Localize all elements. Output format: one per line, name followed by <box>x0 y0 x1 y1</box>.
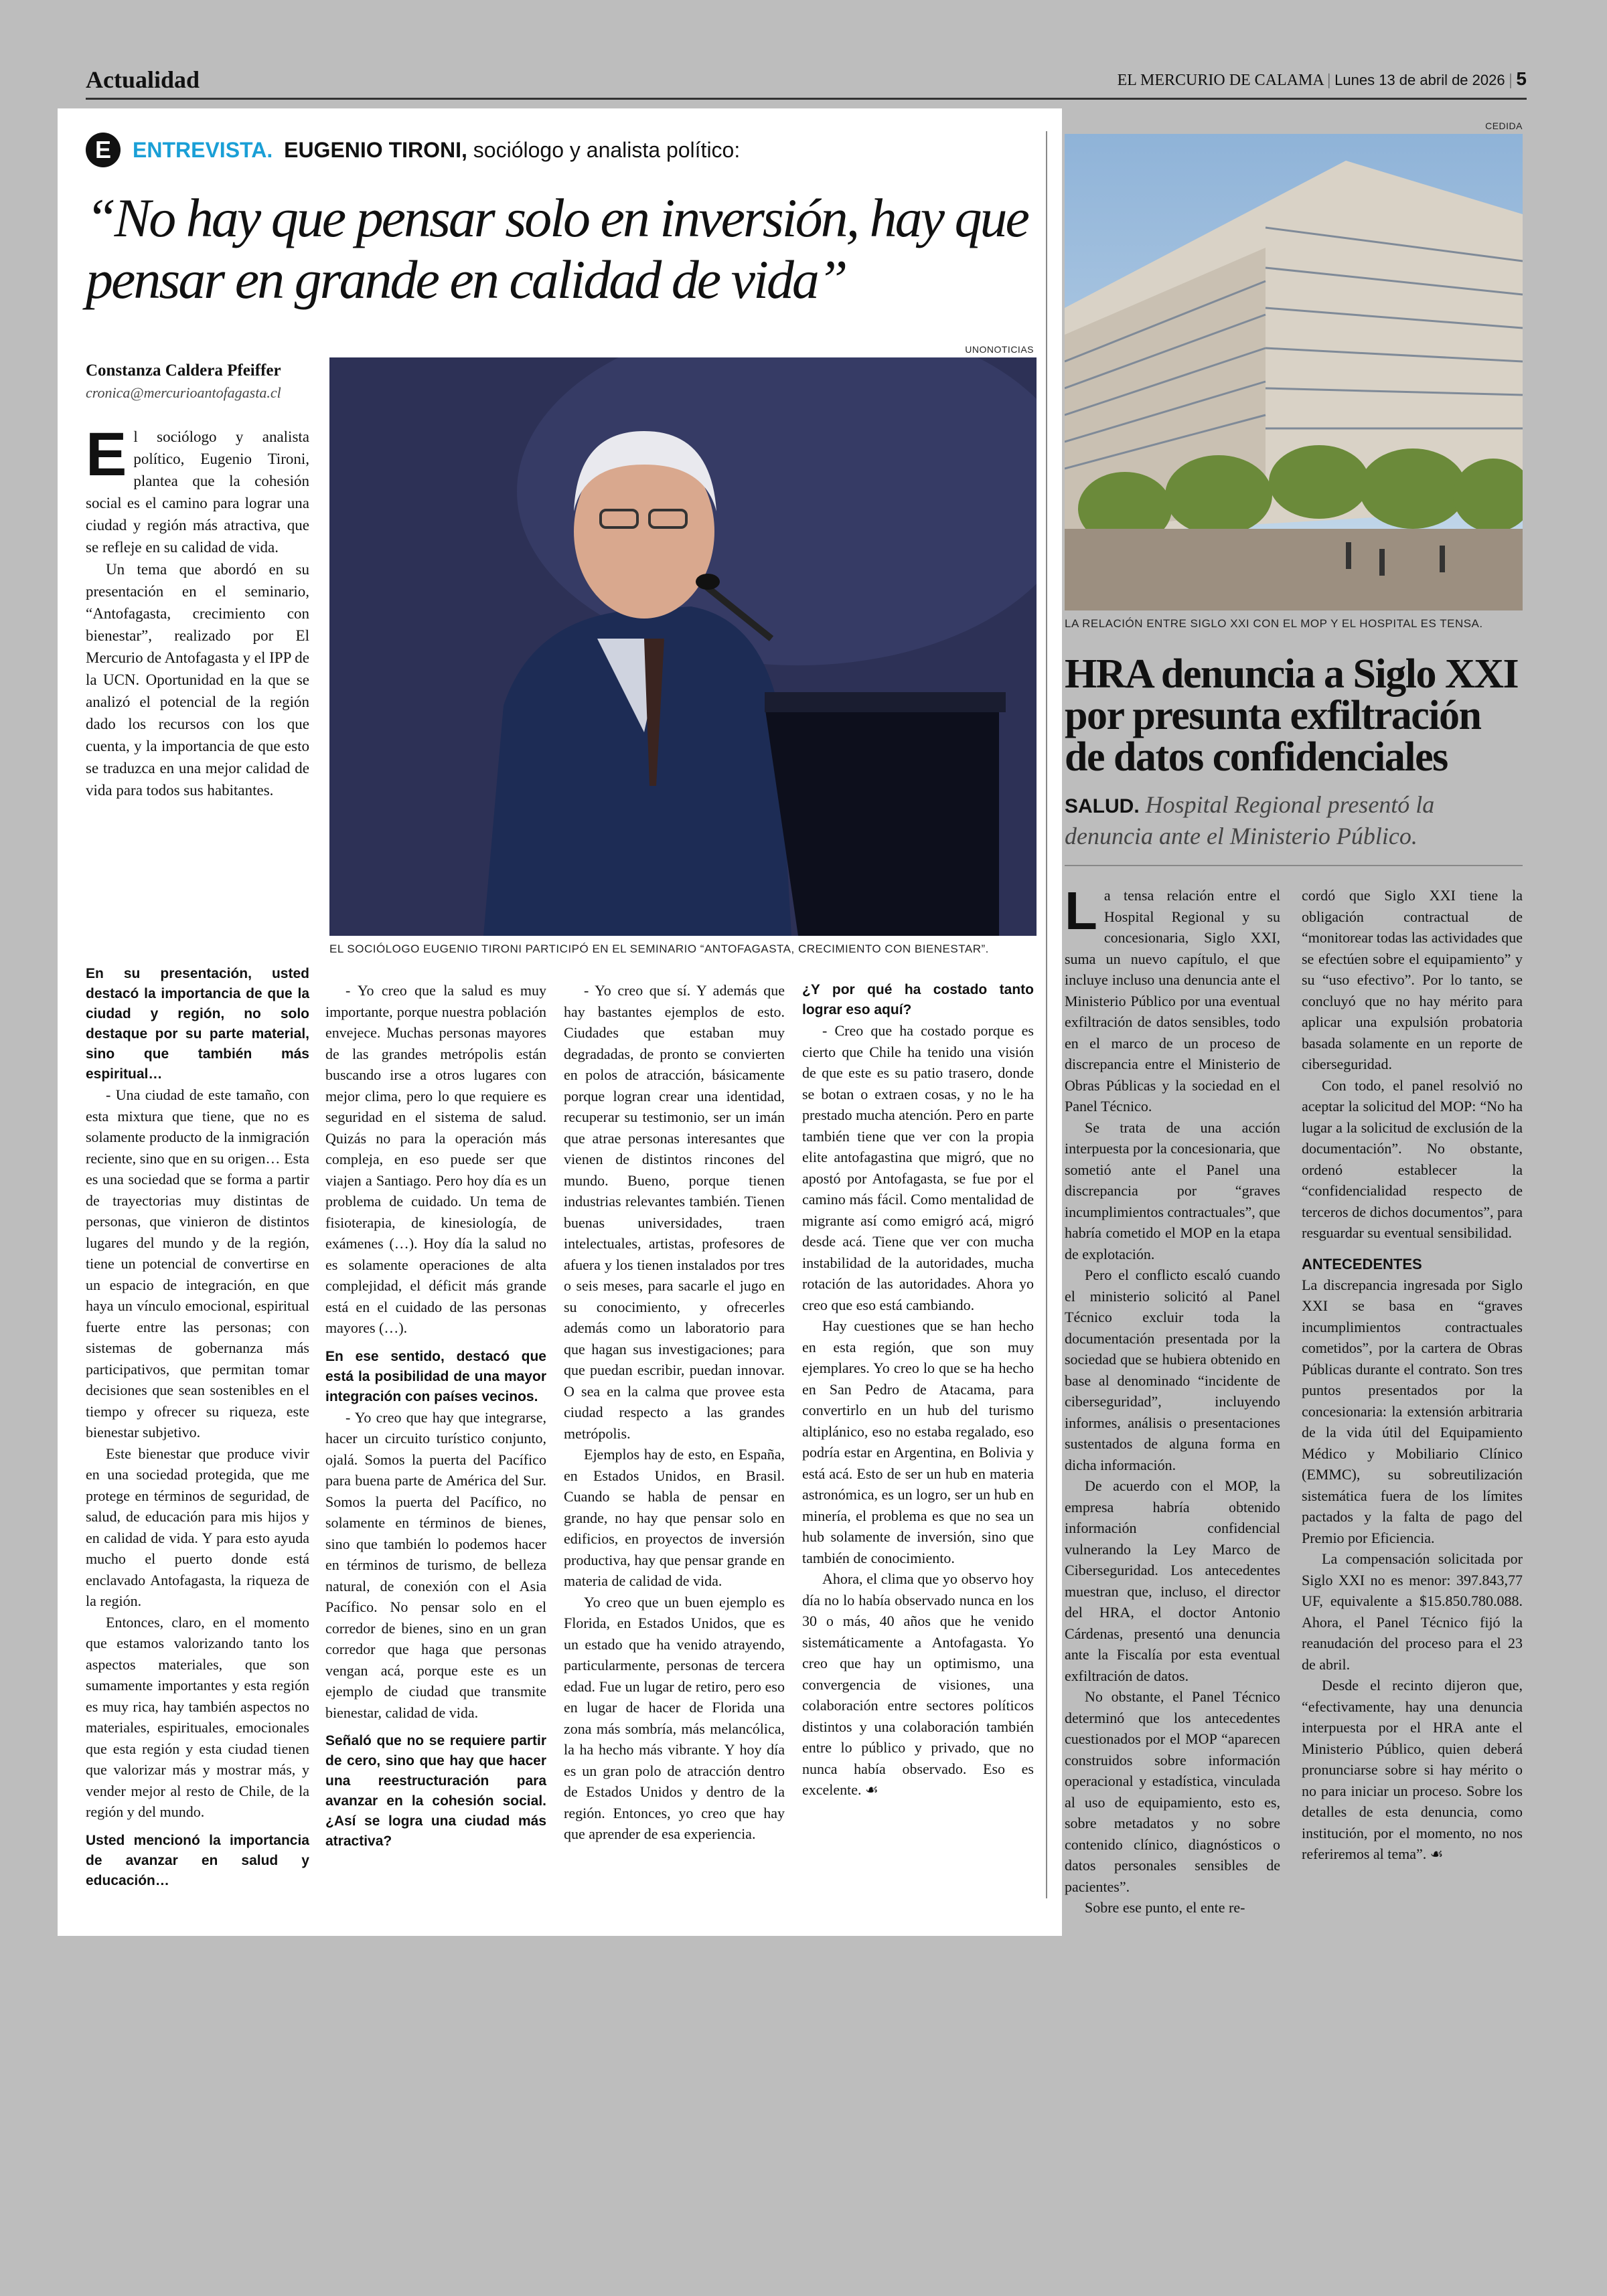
side-photo-credit: CEDIDA <box>1485 120 1523 131</box>
answer-paragraph: Ejemplos hay de esto, en España, en Estados Unidos, en Brasil. Cuando se habla de pensar en grande, no hay que pensar solo en edificios, en proyectos de inversión productiva, hay que pensar grande en materia de calidad de vida. <box>564 1446 785 1589</box>
answer-paragraph: - Yo creo que sí. Y además que hay bastantes ejemplos de esto. Ciudades que estaban muy degradadas, de pronto se convierten en polos de atracción, básicamente porque logran crear una identidad, recuperar su testimonio, ser un imán que atrae personas interesantes que vienen de distintos rincones del mundo. Bueno, porque tienen industrias relevantes también. Tienen buenas universidades, traen intelectuales, artistas, profesores de afuera y los tienen instalados por tres o seis meses, para sacarle el jugo en su conocimiento, y ofrecerles además como un laboratorio para que hagan sus investigaciones; para que puedan escribir, puedan innovar. O sea en la calma que provee esta ciudad respecto a las grandes metrópolis. <box>564 982 785 1442</box>
publication-name: EL MERCURIO DE CALAMA <box>1117 72 1324 89</box>
hospital-illustration <box>1065 134 1523 610</box>
lead-paragraph-2: Un tema que abordó en su presentación en el seminario, “Antofagasta, crecimiento con bienestar”, realizado por El Mercurio de Antofagasta y el IPP de la UCN. Oportunidad en la que se analizó el potencial de la región dado los recursos con los que cuenta, y la importancia de que esto se traduzca en una mejor calidad de vida para todos sus habitantes. <box>86 561 309 799</box>
interview-column-3 <box>564 980 785 1845</box>
side-paragraph: La compensación solicitada por Siglo XXI no es menor: 397.843,77 UF, equivalente a $15.850.780.088. Ahora, el Panel Técnico fijó la reanudación del proceso para el 23 de abril. <box>1302 1550 1523 1673</box>
answer-paragraph: - Yo creo que la salud es muy importante, porque nuestra población envejece. Muchas personas mayores de las grandes metrópolis están buscando irse a otros lugares con mejor clima, pero lo que requiere es seguridad en el sistema de salud. Quizás no para la operación más compleja, en eso puede ser que viajen a Santiago. Pero hoy día es un problema de cuidado. Un tema de fisioterapia, de kinesiología, de exámenes (…). Hoy día la salud no es solamente operaciones de alta complejidad, el déficit más grande está en el cuidado de las personas mayores (…). <box>325 982 546 1336</box>
photo-caption: EL SOCIÓLOGO EUGENIO TIRONI PARTICIPÓ EN EL SEMINARIO “ANTOFAGASTA, CRECIMIENTO CON BIENESTAR”. <box>329 942 989 955</box>
side-story <box>1065 120 1523 1928</box>
hospital-photo <box>1065 134 1523 610</box>
answer-paragraph: - Creo que ha costado porque es cierto que Chile ha tenido una visión de que este es su patio trasero, donde se botan o extraen cosas, y no le ha prestado mucha atención. Pero en parte también tiene que ver con la propia elite antofagastina que migró, que no apostó por Antofagasta, se fue por el camino más fácil. Como mentalidad de migrante así como emigró acá, migró desde acá. Tiene que ver con mucha instabilidad de la autoridades, mucha rotación de las autoridades. Ahora yo creo que eso está cambiando. <box>802 1022 1034 1313</box>
side-paragraph: La tensa relación entre el Hospital Regional y su concesionaria, Siglo XXI, suma un nuevo capítulo, el que incluye incluso una denuncia ante el Ministerio Público por una eventual exfiltración de datos sensibles, todo en el marco de un proceso de discrepancia entre el Ministerio de Obras Públicas y la sociedad en el Panel Técnico. <box>1065 881 1280 1115</box>
lead-dropcap: E <box>86 420 127 489</box>
answer-paragraph: Hay cuestiones que se han hecho en esta región, que son muy ejemplares. Yo creo lo que se ha hecho en San Pedro de Atacama, para convertirlo en un hub del turismo altiplánico, eso no estaba regalado, eso podría estar en Argentina, en Bolivia y está acá. Esto de ser un hub en materia astronómica, es un logro, ser un hub en minería, el problema es que no sea un hub solamente de inversión, sino que también de conocimiento. <box>802 1317 1034 1566</box>
interview-column-4 <box>802 980 1034 1801</box>
side-paragraph: Con todo, el panel resolvió no aceptar la solicitud del MOP: “No ha lugar a la solicitud de exclusión de la documentación”. No obstante, ordenó establecer la “confidencialidad respecto de terceros de dichos documentos”, para resguardar su eventual sensibilidad. <box>1302 1076 1523 1241</box>
section-title: Actualidad <box>86 66 200 93</box>
answer-paragraph: Yo creo que un buen ejemplo es Florida, en Estados Unidos, que es un estado que ha venido atrayendo, particularmente, personas de tercera edad. Fue un lugar de retiro, pero eso en lugar de hacer de Florida una zona más sombría, más melancólica, la ha hecho más vibrante. Y hoy día es un gran polo de atracción dentro de Estados Unidos y dentro de la región. Entonces, yo creo que hay que aprender de esa experiencia. <box>564 1593 785 1842</box>
interview-subject-name: EUGENIO TIRONI, <box>284 138 467 162</box>
side-subhead: ANTECEDENTES <box>1302 1255 1422 1273</box>
side-paragraph: La discrepancia ingresada por Siglo XXI se basa en “graves incumplimientos contractuales cometidos”, por la cartera de Obras Públicas durante el contrato. Son tres puntos presentados por la concesionaria: la extensión arbitraria de la vida útil del Equipamiento Médico y Mobiliario Clínico (EMMC), su sobreutilización sistemática fuera de los límites pactados y la falta de pago del Premio por Eficiencia. <box>1302 1276 1523 1546</box>
answer-paragraph: - Una ciudad de este tamaño, con esta mixtura que tiene, que no es solamente producto de la inmigración reciente, sino que en su origen… Esta es una sociedad que se forma a partir de trayectorias muy distintas de personas, que vinieron de distintos lugares del mundo y de la región, tiene un potencial de convertirse en un espacio de integración, en que haya un vínculo emocional, espiritual fuerte entre las personas; con sistemas de gobernanza más participativos, que permitan tomar decisiones que sean sostenibles en el tiempo y ofrecer su riqueza, este bienestar subjetivo. <box>86 1086 309 1441</box>
side-paragraph: Sobre ese punto, el ente re- <box>1085 1899 1245 1916</box>
interview-article <box>58 108 1062 1936</box>
interview-headline: “No hay que pensar solo en inversión, hay que pensar en grande en calidad de vida” <box>86 187 1028 310</box>
folio: EL MERCURIO DE CALAMA | Lunes 13 de abril de 2026 | 5 <box>1117 68 1527 89</box>
lead-paragraph-1: El sociólogo y analista político, Eugenio Tironi, plantea que la cohesión social es el camino para lograr una ciudad y región más atractiva, que se refleje en su calidad de vida. <box>86 420 309 556</box>
side-column-2 <box>1302 885 1523 1865</box>
answer-paragraph: Este bienestar que produce vivir en una sociedad protegida, que me protege en términos de seguridad, de salud, de educación para mis hijos y en calidad de vida. Y para esto ayuda mucho el puerto donde está enclavado Antofagasta, la riqueza de la región. <box>86 1445 309 1609</box>
answer-paragraph: Entonces, claro, en el momento que estamos valorizando tanto los aspectos materiales, que son sumamente importantes y esta región es muy rica, hay también aspectos no materiales, espirituales, emocionales que esta región y esta ciudad tienen que valorizar más y mostrar más, y vender mejor al resto de Chile, de la región y del mundo. <box>86 1613 309 1820</box>
side-paragraph: De acuerdo con el MOP, la empresa habría obtenido información confidencial vulnerando la Ley Marco de Ciberseguridad. Los antecedentes muestran que, incluso, el director del HRA, el doctor Antonio Cárdenas, presentó una denuncia ante la Fiscalía por esta eventual exfiltración de datos. <box>1065 1477 1280 1684</box>
author-name: Constanza Caldera Pfeiffer <box>86 361 281 380</box>
answer-paragraph: - Yo creo que hay que integrarse, hacer un circuito turístico conjunto, ojalá. Somos la puerta del Pacífico para buena parte de América del Sur. Somos la puerta del Pacífico, no solamente en términos de bienes, sino que también lo podemos hacer en términos de turismo, de belleza natural, de conexión con el Asia Pacífico. No pensar solo en el corredor de bienes, sino en un gran corredor que haga que personas vengan acá, porque este es un ejemplo de ciudad que transmite bienestar, calidad de vida. <box>325 1408 546 1721</box>
entrevista-badge: E <box>86 133 121 167</box>
question: En ese sentido, destacó que está la posibilidad de una mayor integración con países vecinos. <box>325 1348 546 1404</box>
interview-subject-role: sociólogo y analista político: <box>473 138 741 162</box>
question: En su presentación, usted destacó la importancia de que la ciudad y región, no solo destaque por su parte material, sino que también más espiritual… <box>86 966 309 1082</box>
answer-paragraph: Ahora, el clima que yo observo hoy día no lo había observado nunca en los 30 o más, 40 años que he venido sistemáticamente a Antofagasta. Yo creo que hay un optimismo, una convergencia de visiones, una colaboración entre sectores políticos distintos y una colaboración también entre lo público y privado, que no nunca había observado. Eso es excelente. ☙ <box>802 1570 1034 1798</box>
side-kicker: SALUD. <box>1065 795 1140 817</box>
side-dropcap: L <box>1065 881 1097 940</box>
interview-column-1 <box>86 960 309 1891</box>
side-deck: SALUD. Hospital Regional presentó la denuncia ante el Ministerio Público. <box>1065 791 1435 849</box>
side-column-1 <box>1065 881 1280 1918</box>
end-mark-icon: ☙ <box>1430 1846 1444 1862</box>
publication-date: Lunes 13 de abril de 2026 <box>1334 72 1505 88</box>
question: ¿Y por qué ha costado tanto lograr eso aquí? <box>802 982 1034 1017</box>
end-mark-icon: ☙ <box>865 1781 878 1798</box>
side-paragraph: No obstante, el Panel Técnico determinó que los antecedentes cuestionados por el MOP “aparecen construidos sobre información operacional y estadística, vinculada al uso de equipamiento, esto es, sobre metadatos y no sobre contenido clínico, diagnósticos o datos personales sensibles de pacientes”. <box>1065 1688 1280 1895</box>
side-photo-caption: LA RELACIÓN ENTRE SIGLO XXI CON EL MOP Y EL HOSPITAL ES TENSA. <box>1065 617 1483 630</box>
side-paragraph: Desde el recinto dijeron que, “efectivamente, hay una denuncia interpuesta por el HRA ante el Ministerio Público, quien deberá pronunciarse sobre si hay mérito o no para iniciar un proceso. Sobre los detalles de esta denuncia, como institución, por el momento, no nos referiremos al tema”. ☙ <box>1302 1677 1523 1862</box>
author-email: cronica@mercurioantofagasta.cl <box>86 384 281 401</box>
side-paragraph: Se trata de una acción interpuesta por la concesionaria, que sometió ante el Panel una discrepancia por “graves incumplimientos contractuales”, que habría cometido el MOP en la etapa de explotación. <box>1065 1119 1280 1262</box>
page-number: 5 <box>1516 68 1527 89</box>
side-headline: HRA denuncia a Siglo XXI por presunta exfiltración de datos confidenciales <box>1065 651 1519 780</box>
interview-kicker-line <box>86 133 1037 170</box>
side-paragraph: cordó que Siglo XXI tiene la obligación contractual de “monitorear todas las actividades que se efectúen sobre el equipamiento” y su “uso efectivo”. Por lo tanto, se concluyó que no hay mérito para aplicar una expulsión probatoria basada solamente en un reporte de ciberseguridad. <box>1302 887 1523 1072</box>
question: Usted mencionó la importancia de avanzar en salud y educación… <box>86 1832 309 1888</box>
photo-credit: UNONOTICIAS <box>965 344 1034 355</box>
interview-column-2 <box>325 980 546 1852</box>
question: Señaló que no se requiere partir de cero, sino que hay que hacer una reestructuración para avanzar en la cohesión social. ¿Así se logra una ciudad más atractiva? <box>325 1733 546 1849</box>
interview-kicker: ENTREVISTA. <box>133 138 273 162</box>
page-header <box>86 64 1527 100</box>
lead-column <box>86 420 309 801</box>
side-paragraph: Pero el conflicto escaló cuando el ministerio solicitó al Panel Técnico excluir toda la documentación presentada por la sociedad que se hubiera obtenido en base al denominado “incidente de ciberseguridad”, incluyendo informes, análisis o presentaciones sustentados de alguna forma en dicha información. <box>1065 1266 1280 1473</box>
interview-photo <box>329 357 1037 936</box>
speaker-illustration <box>329 357 1037 936</box>
column-divider <box>1046 131 1047 1898</box>
